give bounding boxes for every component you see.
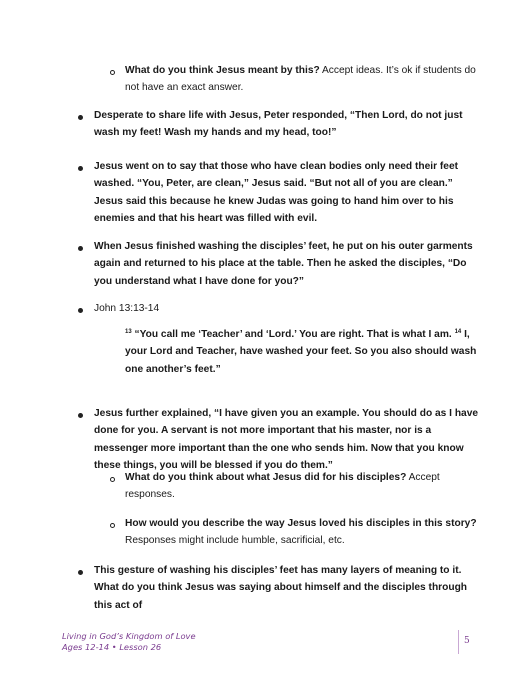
bullet-paragraph: Jesus further explained, “I have given you an example. You should do as I have done for you. A servant is not more important that his master, nor is a messenger more important than the one who sends him. Now that you know these things, you will be blessed if you do them.” bbox=[94, 408, 479, 471]
scripture-reference: John 13:13-14 bbox=[94, 303, 160, 314]
bullet-icon bbox=[78, 570, 83, 575]
sub-bullet-icon bbox=[110, 70, 115, 75]
bullet-icon bbox=[78, 115, 83, 120]
answer-guidance-text: Accept responses. bbox=[125, 472, 440, 501]
bullet-icon bbox=[78, 246, 83, 251]
bullet-paragraph: Jesus went on to say that those who have clean bodies only need their feet washed. “You, Peter, are clean,” Jesus said. “But not all of you are clean.” Jesus said this because he knew Judas was going to hand him over to his enemies and that his heart was filled with evil. bbox=[94, 161, 459, 224]
bullet-icon bbox=[78, 413, 83, 418]
footer-separator: • bbox=[111, 642, 117, 652]
bullet-icon bbox=[78, 166, 83, 171]
verse-number: 13 bbox=[125, 329, 132, 335]
sub-bullet-text bbox=[125, 62, 485, 97]
footer-subtitle bbox=[62, 642, 196, 653]
bullet-icon bbox=[78, 308, 83, 313]
sub-bullet-text bbox=[125, 515, 485, 550]
question-text: How would you describe the way Jesus loved his disciples in this story? bbox=[125, 518, 477, 529]
answer-guidance-text: Responses might include humble, sacrificial, etc. bbox=[125, 535, 345, 547]
bullet-paragraph: This gesture of washing his disciples’ feet has many layers of meaning to it. What do you think Jesus was saying about himself and the disciples through this act of bbox=[94, 565, 468, 611]
question-text: What do you think Jesus meant by this? bbox=[125, 65, 320, 76]
scripture-quote bbox=[125, 326, 487, 378]
footer-title-block bbox=[62, 631, 196, 653]
verse-text: I, your Lord and Teacher, have washed your feet. So you also should wash one another’s feet.” bbox=[125, 329, 477, 375]
page-number: 5 bbox=[464, 636, 470, 646]
verse-number: 14 bbox=[454, 329, 462, 335]
sub-bullet-icon bbox=[110, 523, 115, 528]
footer-divider bbox=[458, 630, 459, 654]
footer-ages: Ages 12-14 bbox=[62, 642, 110, 652]
footer-lesson: Lesson 26 bbox=[119, 642, 162, 652]
footer-title: Living in God’s Kingdom of Love bbox=[62, 631, 196, 641]
question-text: What do you think about what Jesus did for his disciples? bbox=[125, 472, 407, 483]
sub-bullet-text bbox=[125, 469, 485, 504]
sub-bullet-icon bbox=[110, 477, 115, 482]
bullet-paragraph: Desperate to share life with Jesus, Peter responded, “Then Lord, do not just wash my feet! Wash my hands and my head, too!” bbox=[94, 110, 463, 139]
verse-text: “You call me ‘Teacher’ and ‘Lord.’ You are right. That is what I am. bbox=[131, 329, 455, 340]
answer-guidance-text: Accept ideas. It’s ok if students do not have an exact answer. bbox=[125, 65, 476, 94]
bullet-paragraph: When Jesus finished washing the disciples’ feet, he put on his outer garments again and returned to his place at the table. Then he asked the disciples, “Do you understand what I have done for you?” bbox=[94, 241, 473, 287]
